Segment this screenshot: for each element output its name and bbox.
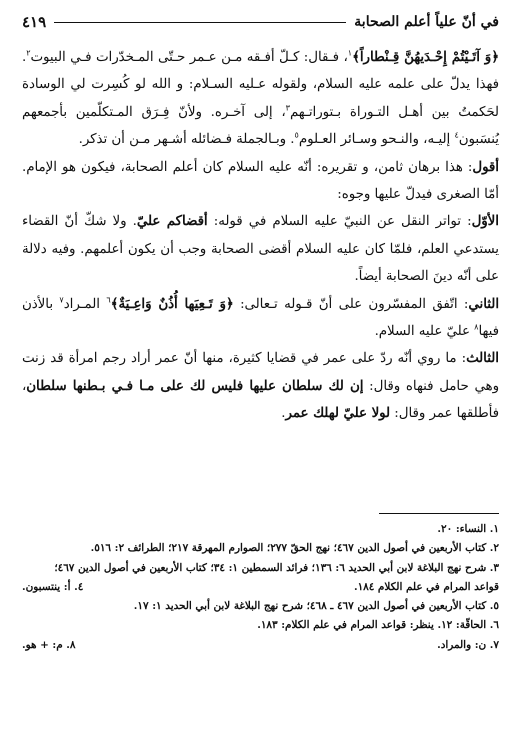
footnote-separator — [379, 513, 499, 514]
hadith-quote: أقضاكم عليّ — [136, 214, 208, 230]
text-run: المـراد — [63, 296, 107, 312]
main-text — [22, 44, 499, 428]
text-run: . ولا شكّ أنّ القضاء يستدعي العلم، فلمّا كان عليه السلام أقضى الصحابة وجب أن يكون أعلمهم. وفيه دلالة على أنّه دينَ الصحابة أيضاً. — [22, 214, 499, 285]
footnote-4: ٤. أ: ينتسبون. — [22, 580, 84, 593]
text-run: ، إلى آخـره. ولأنّ فِـرَق المـتكلّمين بأجمعهم يُنسَبون — [22, 104, 499, 148]
paragraph-2 — [22, 154, 499, 209]
text-run: . — [281, 406, 286, 422]
page-number: ٤١٩ — [22, 13, 47, 31]
footnote-ref: ٣ — [285, 103, 290, 113]
paragraph-1 — [22, 44, 499, 154]
text-run: إليـه، والنـحو وسـائر العـلوم — [298, 132, 455, 148]
footnote-8: ٨. م: + هو. — [22, 638, 76, 651]
footnote-ref: ٥ — [294, 130, 299, 140]
page-header — [22, 9, 499, 35]
footnote-row — [22, 578, 499, 597]
section-label: الثالث — [466, 351, 499, 367]
footnote-ref: ٦ — [106, 295, 111, 305]
footnote-ref: ٧ — [59, 295, 64, 305]
paragraph-4 — [22, 291, 499, 346]
footnote-ref: ٢ — [26, 48, 31, 58]
section-label: أقول — [472, 159, 499, 175]
footnote-5: ٥. كتاب الأربعين في أصول الدين ٤٦٧ ـ ٤٦٨؛ شرح نهج البلاغة لابن أبي الحديد ١: ١٧. — [133, 600, 499, 613]
text-run: . فهذا يدلّ على علمه عليه السلام، ولقوله عـليه السـلام: و الله لو كُسِرت لي الوسادة لحَكمتُ بين أهـل التـوراة بـتوراتـهم — [22, 50, 499, 120]
section-label: الأوّل — [471, 214, 499, 230]
footnote-6: ٦. الحاقّة: ١٢. ينظر: قواعد المرام في علم الكلام: ١٨٣. — [257, 619, 499, 632]
footnote-3: ٣. شرح نهج البلاغة لابن أبي الحديد ٦: ١٣٦؛ فرائد السمطين ١: ٣٤؛ كتاب الأربعين في أصول الدين ٤٦٧؛ — [54, 561, 499, 574]
quran-verse: ﴿وَ تَـعِيَها أُذُنٌ وَاعِـيَةٌ﴾ — [110, 296, 234, 312]
running-title: في أنّ علياً أعلم الصحابة — [354, 14, 499, 30]
text-run: . وبـالجملة فـضائله أشـهر مـن أن تذكر. — [78, 132, 295, 148]
text-run: : ما روي أنّه ردّ على عمر في قضايا كثيرة، منها أنّ عمر أراد رجم امرأة قد زنت وهي حامل فنهاه وقال: — [22, 351, 499, 394]
hadith-quote: لولا عليّ لهلك عمر — [285, 406, 391, 422]
text-run: ، فأطلقها عمر وقال: — [22, 378, 499, 422]
footnote-3-cont: قواعد المرام في علم الكلام ١٨٤. — [353, 580, 499, 593]
footnote-ref: ١ — [347, 48, 353, 58]
footnotes — [22, 520, 499, 655]
footnote-ref: ٨ — [474, 322, 479, 332]
footnote-1: ١. النساء: ٢٠. — [437, 523, 499, 535]
text-run: : اتّفق المفسّرون على أنّ قـوله تـعالى: — [233, 296, 469, 312]
text-run: بالأذن فيها — [22, 296, 499, 340]
footnote-7: ٧. ن: والمراد. — [437, 638, 499, 651]
paragraph-3 — [22, 208, 499, 290]
quran-verse: ﴿وَ آتَـيْتُمْ إِحْـدَيهُنَّ قِـنْطاراً﴾ — [352, 50, 499, 65]
text-run: : تواتر النقل عن النبيّ عليه السلام في قوله: — [207, 214, 472, 230]
text-run: عليّ عليه السلام. — [374, 324, 475, 340]
hadith-quote: إن لك سلطان عليها فليس لك على مـا فـي بـطنها سلطان — [26, 378, 364, 394]
text-run: : هذا برهان ثامن، و تقريره: أنّه عليه السلام كان أعلم الصحابة، فيكون هو الإمام. أمّا الصغرى فيدلّ عليها وجوه: — [22, 159, 499, 203]
paragraph-5 — [22, 345, 499, 427]
text-run: ، فـقال: كـلّ أفـقه مـن عـمر حـتّى المـخدّرات فـي البيوت — [30, 50, 348, 65]
section-label: الثاني — [468, 296, 500, 312]
footnote-row — [22, 636, 499, 655]
footnote-2: ٢. كتاب الأربعين في أصول الدين ٤٦٧؛ نهج الحقّ ٢٧٧؛ الصوارم المهرقة ٢١٧؛ الطرائف ٢: ٥١٦. — [90, 542, 499, 555]
footnote-ref: ٤ — [454, 130, 459, 140]
header-rule — [54, 22, 346, 23]
